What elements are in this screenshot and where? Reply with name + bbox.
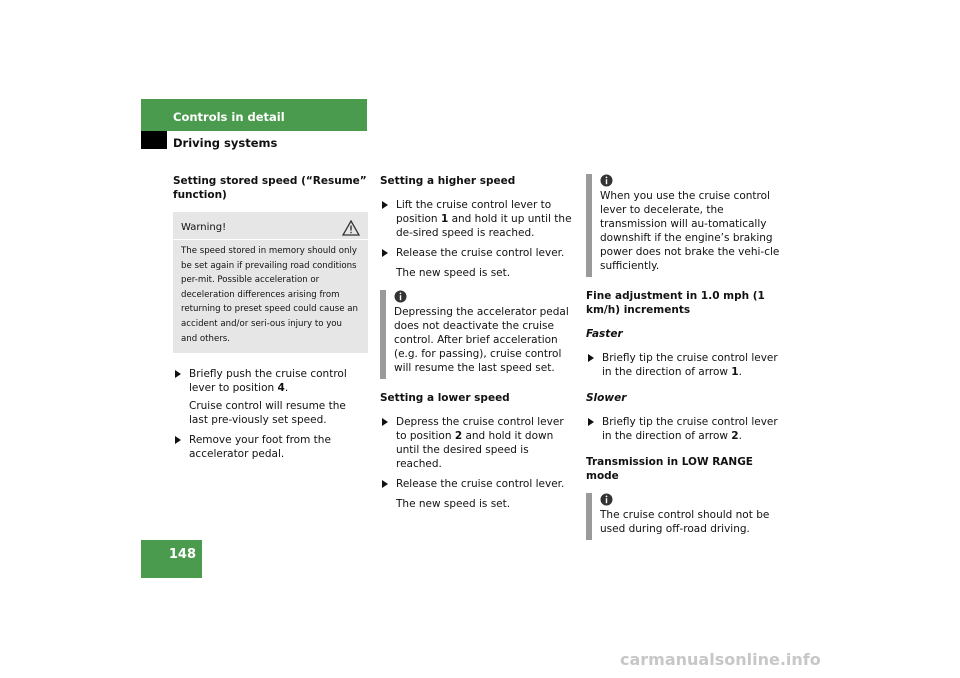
subheading-slower: Slower [586, 392, 627, 404]
bullet-item: Lift the cruise control lever to position 1 and hold it up until the de-sired speed is reached. [380, 198, 575, 240]
bullet-arrow-icon [382, 249, 388, 257]
warning-header [181, 220, 360, 236]
column-3 [586, 174, 786, 540]
heading-resume: Setting stored speed (“Resume” function) [173, 175, 367, 201]
bullet-arrow-icon [175, 370, 181, 378]
subheading-faster: Faster [586, 328, 623, 340]
subsection-title: Driving systems [173, 136, 278, 150]
info-icon [600, 493, 613, 506]
bullet-item: Briefly tip the cruise control lever in the direction of arrow 1. [586, 351, 786, 379]
bullet-arrow-icon [588, 354, 594, 362]
warning-text: The speed stored in memory should only be set again if prevailing road conditions per-mit. Possible acceleration or deceleration differences arising from returning to preset speed could cause an accident and/or seri-ous injury to you and others. [181, 246, 358, 344]
info-note-text: The cruise control should not be used during off-road driving. [600, 509, 770, 535]
result-text: Cruise control will resume the last pre-viously set speed. [189, 400, 346, 427]
bullet-arrow-icon [382, 418, 388, 426]
heading-lower-speed: Setting a lower speed [380, 392, 510, 404]
bullet-item: Briefly tip the cruise control lever in the direction of arrow 2. [586, 415, 786, 443]
info-note-text: Depressing the accelerator pedal does not deactivate the cruise control. After brief acceleration (e.g. for passing), cruise control will resume the last speed set. [394, 306, 569, 374]
bullet-item: Release the cruise control lever. [380, 246, 575, 260]
subsection-marker [141, 131, 167, 149]
bullet-item: Release the cruise control lever. [380, 477, 575, 491]
page-number: 148 [141, 540, 202, 578]
info-icon [600, 174, 613, 187]
result-text: The new speed is set. [396, 267, 511, 279]
warning-box [173, 212, 368, 353]
bullet-item: Depress the cruise control lever to position 2 and hold it down until the desired speed is reached. [380, 415, 575, 471]
info-note [586, 174, 786, 277]
info-note-text: When you use the cruise control lever to decelerate, the transmission will au-tomatically downshift if the engine’s braking power does not brake the vehi-cle sufficiently. [600, 190, 780, 272]
info-note [586, 493, 786, 540]
bullet-arrow-icon [382, 201, 388, 209]
heading-fine-adjustment: Fine adjustment in 1.0 mph (1 km/h) increments [586, 290, 765, 316]
bullet-arrow-icon [588, 418, 594, 426]
bullet-arrow-icon [382, 480, 388, 488]
warning-divider [173, 239, 368, 240]
column-2 [380, 174, 575, 511]
heading-higher-speed: Setting a higher speed [380, 175, 516, 187]
info-icon [394, 290, 407, 303]
info-note [380, 290, 575, 379]
section-title: Controls in detail [173, 110, 285, 124]
watermark: carmanualsonline.info [620, 650, 821, 669]
section-header [141, 99, 367, 131]
heading-low-range: Transmission in LOW RANGE mode [586, 456, 753, 482]
column-1 [173, 174, 368, 461]
bullet-arrow-icon [175, 436, 181, 444]
bullet-item: Remove your foot from the accelerator pedal. [173, 433, 368, 461]
warning-triangle-icon [342, 220, 360, 236]
bullet-item: Briefly push the cruise control lever to position 4. [173, 367, 368, 395]
warning-title: Warning! [181, 221, 227, 233]
result-text: The new speed is set. [396, 498, 511, 510]
